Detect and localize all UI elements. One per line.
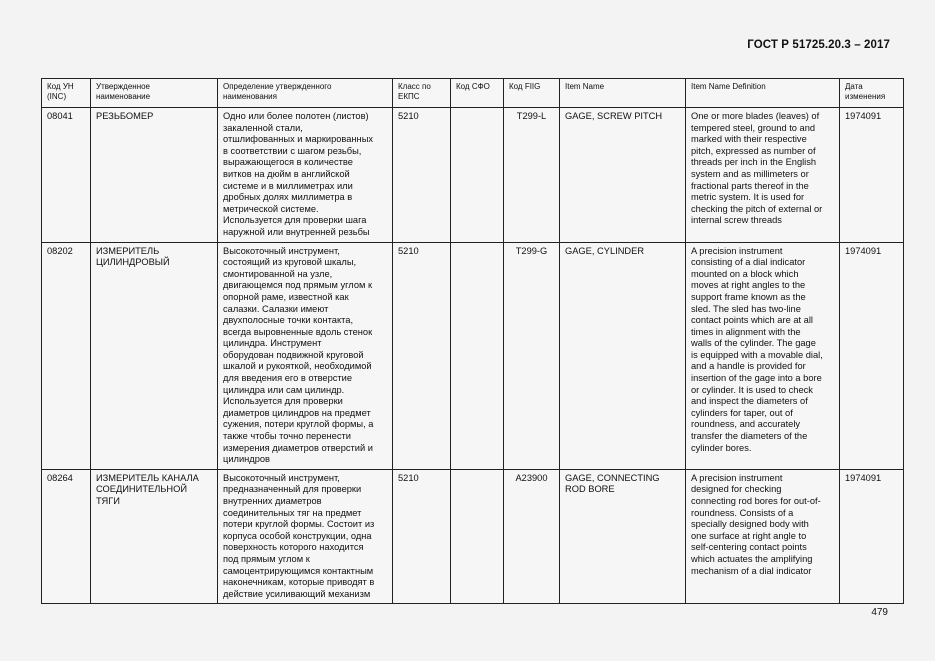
header-item-name: Item Name bbox=[560, 79, 686, 108]
header-inc: Код УН (INC) bbox=[42, 79, 91, 108]
cell-sfo bbox=[451, 108, 504, 243]
document-standard-title: ГОСТ Р 51725.20.3 – 2017 bbox=[747, 39, 890, 51]
cell-date: 1974091 bbox=[840, 469, 904, 604]
cell-sfo bbox=[451, 242, 504, 469]
header-date: Дата изменения bbox=[840, 79, 904, 108]
cell-inc: 08202 bbox=[42, 242, 91, 469]
table-row bbox=[42, 242, 904, 469]
table-row bbox=[42, 108, 904, 243]
cell-sfo bbox=[451, 469, 504, 604]
cell-item-definition: One or more blades (leaves) of tempered steel, ground to and marked with their respective pitch, expressed as number of threads per inch in the English system and as millimeters or fractional parts thereof in the metric system. It is used for checking the pitch of external or internal screw threads bbox=[686, 108, 840, 243]
cell-item-name: GAGE, SCREW PITCH bbox=[560, 108, 686, 243]
cell-approved-name: ИЗМЕРИТЕЛЬ КАНАЛА СОЕДИНИТЕЛЬНОЙ ТЯГИ bbox=[91, 469, 218, 604]
cell-item-definition: A precision instrument designed for checking connecting rod bores for out-of- roundness. Consists of a specially designed body with one surface at right angle to self-centering contact points which actuates the amplifying mechanism of a dial indicator bbox=[686, 469, 840, 604]
header-sfo: Код СФО bbox=[451, 79, 504, 108]
cell-class: 5210 bbox=[393, 108, 451, 243]
cell-definition: Одно или более полотен (листов) закаленной стали, отшлифованных и маркированных в соответствии с шагом резьбы, выражающегося в количестве витков на дюйм в английской системе и в миллиметрах или дробных долях миллиметра в метрической системе. Используется для проверки шага наружной или внутренней резьбы bbox=[218, 108, 393, 243]
header-approved-name: Утвержденное наименование bbox=[91, 79, 218, 108]
cell-inc: 08264 bbox=[42, 469, 91, 604]
cell-fiig: A23900 bbox=[504, 469, 560, 604]
table-header-row bbox=[42, 79, 904, 108]
cell-item-definition: A precision instrument consisting of a dial indicator mounted on a block which moves at right angles to the support frame known as the sled. The sled has two-line contact points which are at all times in alignment with the walls of the cylinder. The gage is equipped with a movable dial, and a handle is provided for insertion of the gage into a bore or cylinder. It is used to check and inspect the diameters of cylinders for taper, out of roundness, and accurately transfer the diameters of the cylinder bores. bbox=[686, 242, 840, 469]
header-item-definition: Item Name Definition bbox=[686, 79, 840, 108]
cell-date: 1974091 bbox=[840, 242, 904, 469]
header-fiig: Код FIIG bbox=[504, 79, 560, 108]
cell-item-name: GAGE, CONNECTING ROD BORE bbox=[560, 469, 686, 604]
cell-fiig: T299-G bbox=[504, 242, 560, 469]
table-row bbox=[42, 469, 904, 604]
cell-date: 1974091 bbox=[840, 108, 904, 243]
header-class: Класс по ЕКПС bbox=[393, 79, 451, 108]
page-number: 479 bbox=[871, 607, 888, 618]
cell-definition: Высокоточный инструмент, предназначенный для проверки внутренних диаметров соединительных тяг на предмет потери круглой формы. Состоит из корпуса особой конструкции, одна поверхность которого находится под прямым углом к самоцентрирующимся контактным наконечникам, которые приводят в действие усиливающий механизм bbox=[218, 469, 393, 604]
items-table bbox=[41, 78, 904, 604]
cell-approved-name: ИЗМЕРИТЕЛЬ ЦИЛИНДРОВЫЙ bbox=[91, 242, 218, 469]
cell-class: 5210 bbox=[393, 242, 451, 469]
cell-fiig: T299-L bbox=[504, 108, 560, 243]
cell-approved-name: РЕЗЬБОМЕР bbox=[91, 108, 218, 243]
cell-inc: 08041 bbox=[42, 108, 91, 243]
cell-item-name: GAGE, CYLINDER bbox=[560, 242, 686, 469]
header-definition: Определение утвержденного наименования bbox=[218, 79, 393, 108]
cell-definition: Высокоточный инструмент, состоящий из круговой шкалы, смонтированной на узле, двигающемся под прямым углом к опорной раме, известной как салазки. Салазки имеют двухполосные точки контакта, всегда выровненные вдоль стенок цилиндра. Инструмент оборудован подвижной круговой шкалой и рукояткой, необходимой для введения его в отверстие цилиндра или сам цилиндр. Используется для проверки диаметров цилиндров на предмет сужения, потери круглой формы, а также чтобы точно перенести измерения диаметров отверстий и цилиндров bbox=[218, 242, 393, 469]
cell-class: 5210 bbox=[393, 469, 451, 604]
